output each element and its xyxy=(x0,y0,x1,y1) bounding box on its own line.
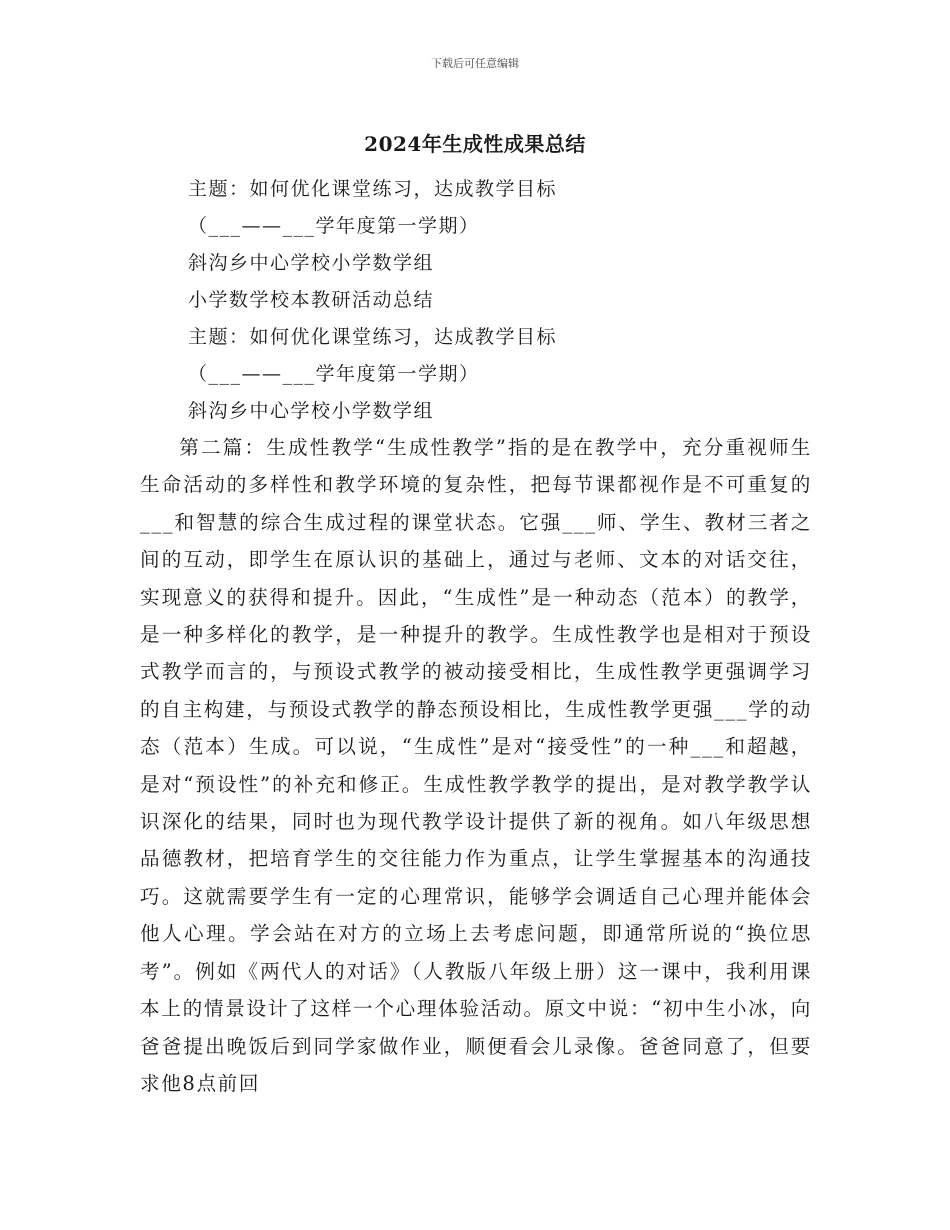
intro-line: 主题：如何优化课堂练习，达成教学目标 xyxy=(188,326,558,348)
intro-line: 主题：如何优化课堂练习，达成教学目标 xyxy=(188,178,558,200)
intro-lines xyxy=(188,171,828,430)
document-title: 2024年生成性成果总结 xyxy=(364,132,586,156)
intro-line: （___——___学年度第一学期） xyxy=(188,215,480,237)
intro-line: （___——___学年度第一学期） xyxy=(188,363,480,385)
intro-line: 斜沟乡中心学校小学数学组 xyxy=(188,252,435,274)
body-paragraph: 第二篇：生成性教学“生成性教学”指的是在教学中，充分重视师生生命活动的多样性和教学环境的复杂性，把每节课都视作是不可重复的___和智慧的综合生成过程的课堂状态。它强___师、学生、教材三者之间的互动，即学生在原认识的基础上，通过与老师、文本的对话交往，实现意义的获得和提升。因此，“生成性”是一种动态（范本）的教学，是一种多样化的教学，是一种提升的教学。生成性教学也是相对于预设式教学而言的，与预设式教学的被动接受相比，生成性教学更强调学习的自主构建，与预设式教学的静态预设相比，生成性教学更强___学的动态（范本）生成。可以说，“生成性”是对“接受性”的一种___和超越，是对“预设性”的补充和修正。生成性教学教学的提出，是对教学教学认识深化的结果，同时也为现代教学设计提供了新的视角。如八年级思想品德教材，把培育学生的交往能力作为重点，让学生掌握基本的沟通技巧。这就需要学生有一定的心理常识，能够学会调适自己心理并能体会他人心理。学会站在对方的立场上去考虑问题，即通常所说的“换位思考”。例如《两代人的对话》（人教版八年级上册）这一课中，我利用课本上的情景设计了这样一个心理体验活动。原文中说：“初中生小冰，向爸爸提出晚饭后到同学家做作业，顺便看会儿录像。爸爸同意了，但要求他8点前回 xyxy=(140,436,812,1095)
intro-line: 小学数学校本教研活动总结 xyxy=(188,289,435,311)
body-text xyxy=(140,429,812,1102)
header-note: 下载后可任意编辑 xyxy=(431,57,519,70)
intro-line: 斜沟乡中心学校小学数学组 xyxy=(188,400,435,422)
